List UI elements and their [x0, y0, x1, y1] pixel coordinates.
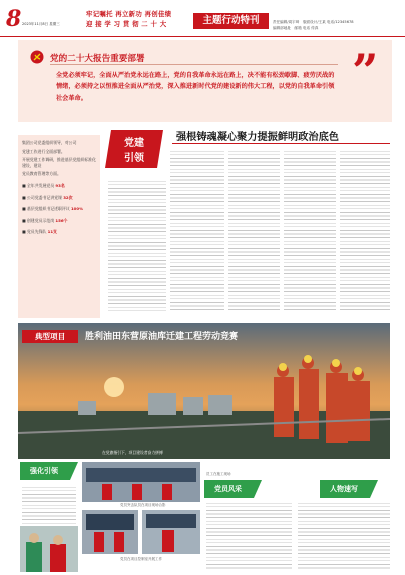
project-tag: 典型项目: [22, 330, 78, 343]
sidebar-item: ■ 公司党委书记讲党课 32次: [22, 194, 73, 200]
section-title: 党的二十大报告重要部署: [50, 54, 145, 64]
sidebar-item: ■ 全年共发展党员 93名: [22, 182, 65, 188]
article-column-2: [170, 148, 224, 313]
body-text-lines: [298, 500, 390, 570]
editor-info-2: 编辑部地址 邮箱 电话 传真: [273, 26, 319, 30]
sidebar-item: [22, 171, 96, 177]
body-text-lines: [340, 148, 390, 313]
sidebar-item-text: 党员教育管理等方面。: [22, 171, 61, 177]
section-label-text: 党员风采: [214, 485, 242, 493]
photo-caption: 在党旗指引下，项目建设者奋力拼搏: [102, 450, 163, 455]
article-column-1: [108, 178, 166, 313]
project-photo: [18, 323, 390, 459]
badge-line-1: 党建: [124, 138, 144, 149]
sidebar-item-text: 全年共发展党员: [26, 182, 55, 188]
project-title: 胜利油田东营原油库迁建工程劳动竞赛: [85, 332, 239, 342]
photo-caption-mid: 党员在项目控制室开展工作: [120, 557, 162, 561]
quote-mark: ”: [352, 44, 379, 98]
body-text-lines: [22, 484, 76, 524]
article-column-3: [228, 148, 280, 313]
article-column-4: [284, 148, 336, 313]
body-text-lines: [206, 500, 292, 570]
badge-line-2: 引领: [124, 153, 144, 164]
header-divider: [0, 36, 405, 37]
sidebar-list: [22, 140, 96, 241]
section-label-text: 强化引领: [30, 467, 58, 475]
issue-date: 2023年11月8日 星期三: [22, 22, 60, 26]
sidebar-item-text: 基层党组织书记述职评议: [26, 206, 70, 212]
control-room-photo-2: [82, 510, 138, 554]
sidebar-item: ■ 创建党员示范岗 156个: [22, 217, 68, 223]
control-room-photo-1: [82, 462, 200, 502]
section-label: [204, 480, 264, 498]
sidebar-item-text: 党建工作进行全面部署。: [22, 148, 65, 154]
sidebar-item-text: 公司党委书记讲党课: [26, 194, 62, 200]
sidebar-highlight: 156个: [55, 217, 68, 223]
section-label: [20, 462, 80, 480]
body-text-lines: [170, 148, 224, 313]
special-title: 主题行动特刊: [193, 13, 269, 29]
main-title: 强根铸魂凝心聚力提振鲜明政治底色: [176, 131, 339, 143]
quote-text: 全党必须牢记，全面从严治党永远在路上，党的自我革命永远在路上，决不能有松劲歇脚、疲劳厌战的情绪，必须持之以恒推进全面从严治党，深入推进新时代党的建设新的伟大工程，以党的自我革命引领社会革命。: [56, 72, 335, 102]
control-room-photo-3: [142, 510, 200, 554]
sidebar-item: ■ 基层党组织书记述职评议 100%: [22, 206, 83, 212]
sidebar-item: [22, 149, 96, 155]
sidebar-item-text: 开展党建工作调研，推进基层党组织标准化建设，建设: [22, 157, 96, 168]
section-label: [320, 480, 380, 498]
body-text-lines: [284, 148, 336, 313]
party-building-badge: [103, 128, 165, 170]
sidebar-highlight: 11支: [47, 229, 57, 235]
sidebar-item: [22, 140, 96, 146]
sidebar-item: ■ 党员先锋队 11支: [22, 229, 57, 235]
editor-info: 责任编辑/周宇琦 版面设计/王某 电话/12345678: [273, 20, 354, 24]
body-text-lines: [108, 178, 166, 313]
sidebar-highlight: 93名: [55, 182, 65, 188]
sidebar-highlight: 100%: [70, 206, 83, 212]
article-column-5: [340, 148, 390, 313]
section-label-text: 人物速写: [330, 485, 358, 493]
sidebar-item: [22, 157, 96, 168]
body-text-lines: [228, 148, 280, 313]
slogan-line-1: 牢记嘱托 再立新功 再创佳绩: [86, 10, 172, 18]
staff-photo: [20, 526, 78, 572]
page-number: 8: [6, 6, 22, 32]
party-emblem-icon: [30, 50, 44, 64]
slogan-line-2: 迎 接 学 习 贯 彻 二 十 大: [86, 20, 167, 28]
sidebar-item-text: 集团公司党委组织领导，对公司: [22, 140, 77, 145]
sidebar-item-text: 创建党员示范岗: [26, 217, 55, 223]
sidebar-highlight: 32次: [63, 194, 73, 200]
photo-caption-left: 党员突击队员在项目现场合影: [120, 503, 166, 507]
sidebar-item-text: 党员先锋队: [26, 229, 47, 235]
section-title-underline: [50, 64, 338, 65]
title-underline: [172, 143, 390, 144]
photo-caption-small: 员工在施工现场: [206, 472, 231, 476]
